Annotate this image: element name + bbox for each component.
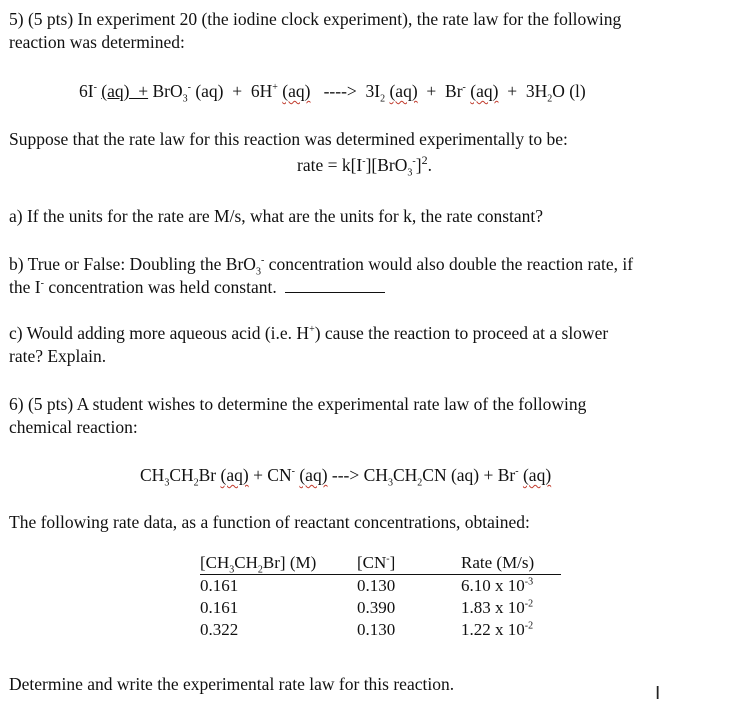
table-cell: 0.161 <box>200 598 239 617</box>
q5-suppose-text: Suppose that the rate law for this reaction was determined experimentally to be: <box>9 129 568 149</box>
table-cell: 0.130 <box>357 576 396 595</box>
table-row <box>200 575 561 598</box>
column-header-cn: [CN-] <box>357 552 461 575</box>
q6-final-instruction: Determine and write the experimental rate law for this reaction. <box>9 674 455 694</box>
column-header-rate: Rate (M/s) <box>461 552 561 575</box>
table-cell: 0.161 <box>200 576 239 595</box>
rate-data-table <box>200 552 561 641</box>
column-header-ch3ch2br: $[CH_3CH_2Br]$ (M) <box>200 552 357 575</box>
table-cell: 0.130 <box>357 620 396 639</box>
table-header-row <box>200 552 561 575</box>
q5-part-b: b) True or False: Doubling the BrO$_3$- concentration would also double the reaction rate, if <box>9 254 634 278</box>
q5-part-c: c) Would adding more aqueous acid (i.e. H+) cause the reaction to proceed at a slower <box>9 323 609 343</box>
q5-rate-law: rate = $k[I^-][BrO_3^-]^2$. <box>297 153 432 179</box>
q6-reaction-equation: $CH_3CH_2Br$ (aq) + CN- (aq) ---> $CH_3CH_2CN$ (aq) + Br- (aq) <box>140 465 552 489</box>
q5-part-b-cont: the I- concentration was held constant. <box>9 276 385 298</box>
table-cell: 0.390 <box>357 598 396 617</box>
q6-data-intro: The following rate data, as a function of reactant concentrations, obtained: <box>9 512 530 532</box>
q5-part-a: a) If the units for the rate are M/s, what are the units for k, the rate constant? <box>9 206 544 226</box>
q5-reaction-equation: 6I- (aq) + BrO$_3$- (aq) + 6H+ (aq) ----> $3I_2$ (aq) + Br- $(aq) + 3H_2O$ (l) <box>79 81 586 105</box>
table-row <box>200 597 561 619</box>
table-cell: 6.10 x $10^{-3}$ <box>461 576 534 595</box>
q5-part-c-cont: rate? Explain. <box>9 346 107 366</box>
q6-heading-cont: chemical reaction: <box>9 417 138 437</box>
text-cursor-icon: I <box>655 683 661 704</box>
table-cell: 0.322 <box>200 620 239 639</box>
table-cell: 1.22 x $10^{-2}$ <box>461 620 534 639</box>
table-cell: 1.83 x $10^{-2}$ <box>461 598 534 617</box>
table-row <box>200 619 561 641</box>
q5-heading: 5) (5 pts) In experiment 20 (the iodine clock experiment), the rate law for the following <box>9 9 622 29</box>
q6-heading: 6) (5 pts) A student wishes to determine the experimental rate law of the following <box>9 394 587 414</box>
answer-blank <box>285 278 385 293</box>
q5-heading-cont: reaction was determined: <box>9 32 185 52</box>
